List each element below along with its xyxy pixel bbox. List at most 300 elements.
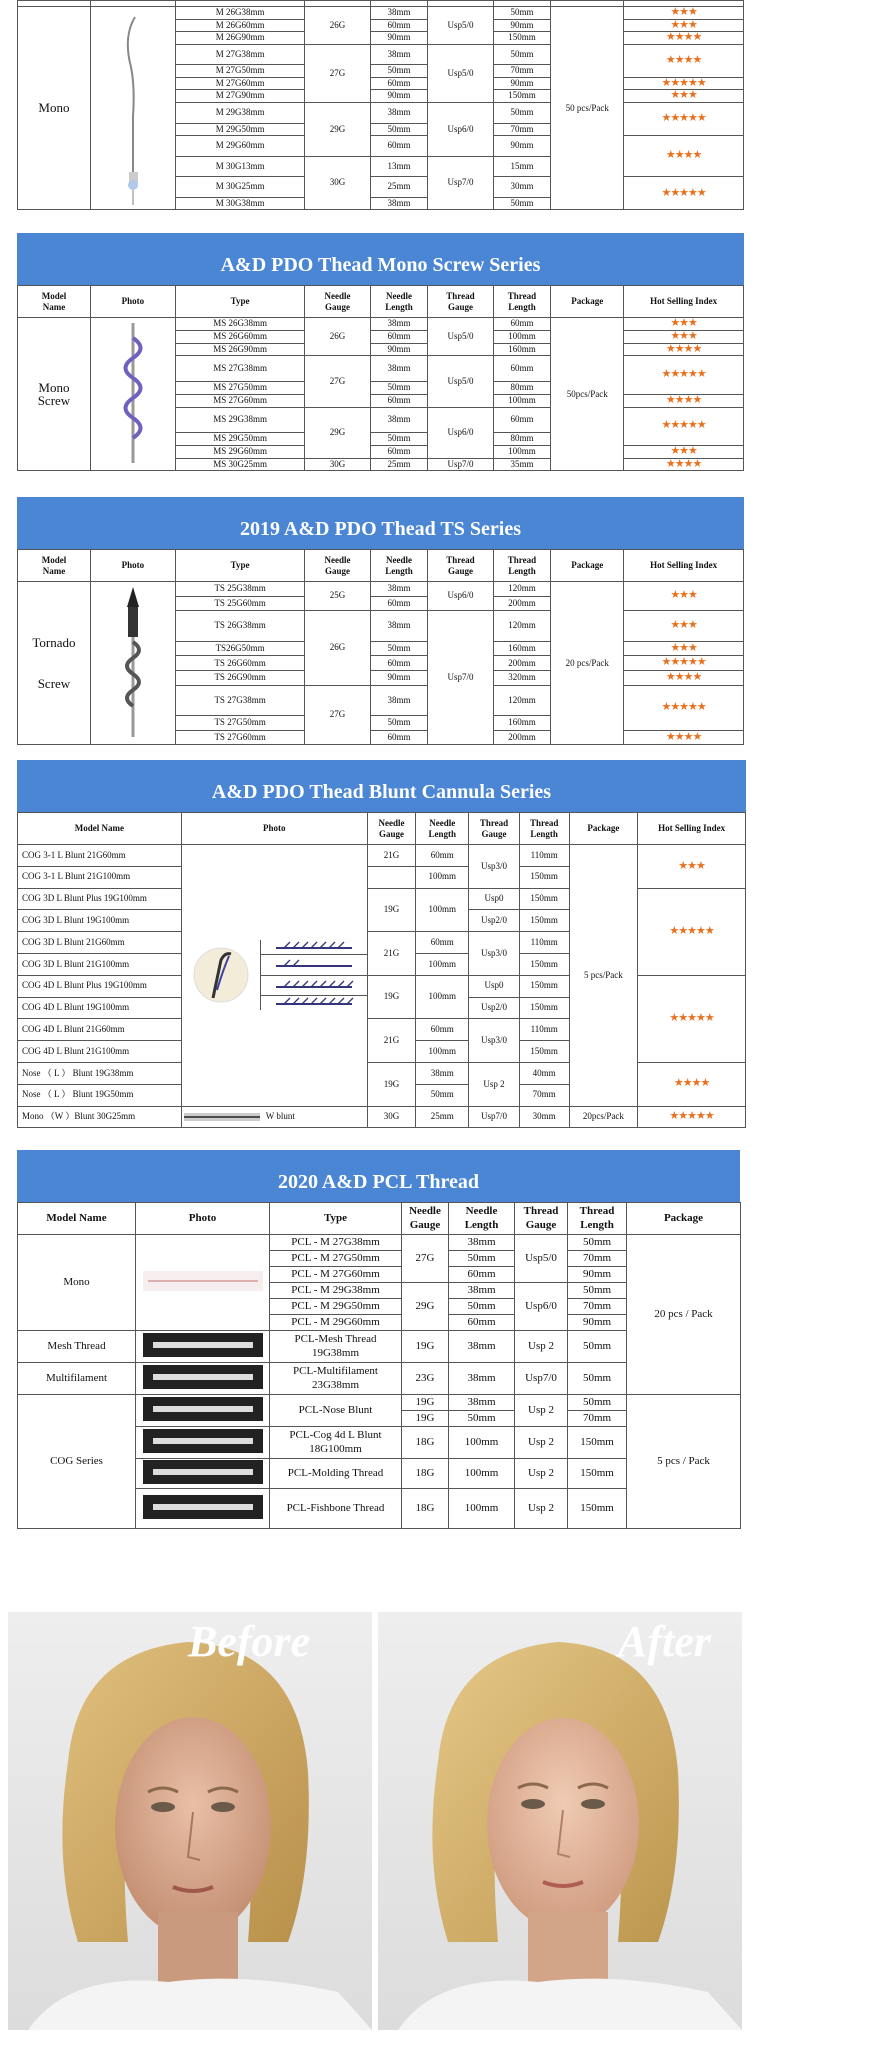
package-cell: 5 pcs/Pack [569,845,638,1107]
needle-gauge-cell: 29G [305,102,370,156]
thread-gauge-cell: Usp5/0 [515,1235,568,1283]
col-photo: Photo [181,813,367,845]
thread-length-cell: 150mm [493,90,551,103]
star-rating: ★★★★★ [624,685,744,730]
needle-length-cell: 38mm [370,685,428,715]
needle-gauge-cell [367,866,416,888]
thread-length-cell: 80mm [493,433,551,446]
col-photo: Photo [90,286,175,318]
needle-gauge-cell: 27G [305,44,370,102]
thread-length-cell: 60mm [493,318,551,331]
type-cell: PCL - M 27G50mm [270,1251,402,1267]
w-blunt-label: W blunt [265,1111,295,1122]
photo-cell [136,1489,270,1529]
needle-gauge-cell: 21G [367,845,416,867]
needle-length-cell: 60mm [370,136,428,157]
model-name-cell [18,582,91,745]
col-package: Package [627,1203,741,1235]
thread-length-cell: 30mm [519,1106,569,1128]
type-cell: MS 26G38mm [175,318,305,331]
thread-length-cell: 110mm [519,845,569,867]
thread-length-cell: 160mm [493,343,551,356]
col-photo: Photo [136,1203,270,1235]
thread-length-cell: 60mm [493,356,551,382]
thread-length-cell: 30mm [493,177,551,198]
thread-length-cell: 110mm [519,1019,569,1041]
type-cell: PCL-Molding Thread [270,1459,402,1489]
blunt-block [17,760,746,1128]
needle-gauge-cell: 27G [305,356,370,407]
type-cell: TS 26G90mm [175,671,305,686]
needle-gauge-cell: 23G [402,1363,449,1395]
thread-length-cell: 150mm [568,1427,627,1459]
thread-gauge-cell: Usp7/0 [469,1106,520,1128]
screw-block [17,233,744,471]
thread-length-cell: 70mm [568,1411,627,1427]
star-rating: ★★★★ [624,343,744,356]
thread-length-cell: 150mm [519,888,569,910]
needle-length-cell: 60mm [370,77,428,90]
needle-length-cell: 50mm [416,1084,469,1106]
needle-length-cell: 60mm [370,656,428,671]
thread-length-cell: 35mm [493,458,551,471]
col-package: Package [551,550,624,582]
thread-length-cell: 70mm [568,1299,627,1315]
star-rating: ★★★★ [624,730,744,745]
table-row [18,845,746,867]
needle-gauge-cell: 26G [305,7,370,45]
thread-gauge-cell: Usp 2 [515,1331,568,1363]
model-name-cell: Nose （ L ） Blunt 19G38mm [18,1062,182,1084]
type-cell: MS 26G90mm [175,343,305,356]
photo-cell [136,1363,270,1395]
star-rating: ★★★ [624,19,744,32]
needle-length-cell: 38mm [370,582,428,597]
star-rating: ★★★★★ [638,888,746,975]
thread-length-cell: 50mm [493,102,551,123]
woman-face-illustration [378,1612,742,2030]
pcl-title: 2020 A&D PCL Thread [17,1150,740,1202]
needle-gauge-cell: 30G [305,458,370,471]
tornado-needle-icon [113,582,153,742]
thread-gauge-cell: Usp 2 [515,1489,568,1529]
thread-gauge-cell: Usp 2 [515,1427,568,1459]
needle-length-cell: 60mm [449,1315,515,1331]
needle-length-cell: 90mm [370,671,428,686]
needle-length-cell: 90mm [370,90,428,103]
screw-table [17,285,744,471]
thread-length-cell: 150mm [519,910,569,932]
type-cell: MS 29G38mm [175,407,305,433]
thread-length-cell: 50mm [568,1283,627,1299]
thread-gauge-cell: Usp6/0 [428,407,493,458]
model-name-cell: Multifilament [18,1363,136,1395]
thread-gauge-cell: Usp0 [469,975,520,997]
type-cell: M 29G38mm [175,102,305,123]
star-rating: ★★★ [624,330,744,343]
col-needle-length: Needle Length [449,1203,515,1235]
star-rating: ★★★★ [638,1062,746,1106]
needle-gauge-cell: 21G [367,932,416,976]
needle-length-cell: 60mm [370,445,428,458]
needle-length-cell: 38mm [416,1062,469,1084]
thread-length-cell: 70mm [519,1084,569,1106]
type-cell: MS 27G38mm [175,356,305,382]
type-cell: MS 26G60mm [175,330,305,343]
thread-length-cell: 90mm [568,1267,627,1283]
model-name-cell: COG 4D L Blunt 21G100mm [18,1041,182,1063]
cannula-icon [191,940,251,1010]
package-cell: 20pcs/Pack [569,1106,638,1128]
thread-length-cell: 120mm [493,685,551,715]
thread-length-cell: 150mm [519,1041,569,1063]
type-cell: M 30G25mm [175,177,305,198]
screw-title: A&D PDO Thead Mono Screw Series [17,233,744,285]
photo-cell [136,1427,270,1459]
star-rating: ★★★★ [624,671,744,686]
model-name-cell: COG 4D L Blunt 21G60mm [18,1019,182,1041]
star-rating: ★★★★★ [624,407,744,445]
needle-gauge-cell: 19G [402,1395,449,1411]
col-needle-gauge: Needle Gauge [402,1203,449,1235]
photo-cell [181,845,367,1107]
thread-length-cell: 50mm [568,1363,627,1395]
needle-length-cell: 90mm [370,343,428,356]
thread-length-cell: 200mm [493,656,551,671]
model-name-cell: COG 3D L Blunt 21G60mm [18,932,182,954]
needle-gauge-cell: 30G [367,1106,416,1128]
model-name-cell: Mesh Thread [18,1331,136,1363]
thread-length-cell: 40mm [519,1062,569,1084]
star-rating: ★★★★★ [624,656,744,671]
star-rating: ★★★ [624,318,744,331]
type-cell: PCL-Mesh Thread 19G38mm [270,1331,402,1363]
table-row [18,582,744,597]
col-type: Type [175,286,305,318]
model-name: Tornado [32,634,76,650]
model-name-cell: COG 3-1 L Blunt 21G100mm [18,866,182,888]
woman-face-illustration [8,1612,372,2030]
needle-gauge-cell: 25G [305,582,370,611]
col-needle-length: Needle Length [370,286,428,318]
thread-gauge-cell: Usp5/0 [428,356,493,407]
type-cell: TS26G50mm [175,641,305,656]
star-rating: ★★★ [624,582,744,611]
type-cell: TS 26G38mm [175,611,305,641]
needle-length-cell: 60mm [370,596,428,611]
ts-block [17,497,744,745]
col-thread-length: Thread Length [493,550,551,582]
w-blunt-icon [182,1109,262,1125]
type-cell: M 26G60mm [175,19,305,32]
col-model: Model Name [18,286,91,318]
thread-length-cell: 150mm [568,1489,627,1529]
type-cell: MS 29G50mm [175,433,305,446]
type-cell: M 30G38mm [175,197,305,210]
thread-length-cell: 50mm [568,1395,627,1411]
needle-length-cell: 60mm [370,394,428,407]
after-label: After [618,1617,711,1666]
needle-gauge-cell: 19G [367,888,416,932]
star-rating: ★★★★★ [624,356,744,394]
needle-length-cell: 50mm [370,716,428,731]
table-row [18,1395,741,1411]
needle-length-cell: 25mm [370,458,428,471]
needle-length-cell: 38mm [449,1395,515,1411]
model-name-cell: COG 3D L Blunt Plus 19G100mm [18,888,182,910]
thread-length-cell: 150mm [519,866,569,888]
needle-length-cell: 50mm [370,65,428,78]
needle-length-cell: 38mm [449,1235,515,1251]
photo-cell [136,1395,270,1427]
col-type: Type [175,550,305,582]
thread-gauge-cell: Usp 2 [469,1062,520,1106]
thread-gauge-cell: Usp0 [469,888,520,910]
type-cell: M 26G90mm [175,32,305,45]
needle-length-cell: 38mm [449,1363,515,1395]
thread-length-cell: 50mm [568,1235,627,1251]
photo-cell [136,1235,270,1331]
type-cell: M 30G13mm [175,156,305,177]
thread-gauge-cell: Usp3/0 [469,1019,520,1063]
package-cell: 5 pcs / Pack [627,1395,741,1529]
col-model-name: Model Name [18,1203,136,1235]
needle-length-cell: 50mm [449,1299,515,1315]
model-name-cell: COG 3D L Blunt 21G100mm [18,953,182,975]
star-rating: ★★★ [624,641,744,656]
type-cell: PCL-Cog 4d L Blunt 18G100mm [270,1427,402,1459]
needle-gauge-cell: 26G [305,611,370,685]
needle-length-cell: 38mm [370,407,428,433]
photo-cell [90,318,175,471]
type-cell: TS 25G38mm [175,582,305,597]
model-name-cell: COG Series [18,1395,136,1529]
type-cell: TS 26G60mm [175,656,305,671]
star-rating: ★★★★ [624,44,744,77]
model-name: Mono Screw [37,379,71,409]
col-needle-gauge: Needle Gauge [305,550,370,582]
needle-length-cell: 38mm [370,7,428,20]
needle-length-cell: 38mm [370,44,428,65]
col-model: Model Name [18,550,91,582]
type-cell: M 27G38mm [175,44,305,65]
blunt-table [17,812,746,1128]
needle-length-cell: 60mm [416,845,469,867]
star-rating: ★★★ [624,90,744,103]
thread-gauge-cell: Usp 2 [515,1395,568,1427]
thread-gauge-cell: Usp 2 [515,1459,568,1489]
col-model-name: Model Name [18,813,182,845]
fishbone-thread-icon [143,1495,263,1519]
thread-length-cell: 150mm [519,975,569,997]
nose-blunt-icon [143,1397,263,1421]
star-rating: ★★★★★ [638,1106,746,1128]
type-cell: MS 30G25mm [175,458,305,471]
thread-gauge-cell: Usp5/0 [428,318,493,356]
cog-4d-icon [143,1429,263,1453]
package-cell: 50 pcs/Pack [551,7,624,210]
type-cell: PCL - M 29G60mm [270,1315,402,1331]
needle-length-cell: 50mm [370,381,428,394]
needle-length-cell: 13mm [370,156,428,177]
col-package: Package [569,813,638,845]
molding-thread-icon [143,1460,263,1484]
blunt-title: A&D PDO Thead Blunt Cannula Series [17,760,746,812]
needle-length-cell: 60mm [370,330,428,343]
thread-icon [274,958,354,972]
thread-gauge-cell: Usp7/0 [428,458,493,471]
needle-gauge-cell: 18G [402,1459,449,1489]
thread-length-cell: 120mm [493,611,551,641]
col-thread-length: Thread Length [493,286,551,318]
needle-length-cell: 38mm [449,1283,515,1299]
thread-length-cell: 150mm [568,1459,627,1489]
needle-length-cell: 38mm [370,102,428,123]
star-rating: ★★★ [624,611,744,641]
needle-length-cell: 50mm [370,123,428,136]
mono-thread-icon [143,1271,263,1291]
table-row [18,7,744,20]
photo-cell [90,582,175,745]
needle-gauge-cell: 30G [305,156,370,210]
multifilament-icon [143,1365,263,1389]
type-cell: PCL-Fishbone Thread [270,1489,402,1529]
thread-length-cell: 160mm [493,716,551,731]
type-cell: M 27G90mm [175,90,305,103]
thread-length-cell: 50mm [493,197,551,210]
needle-length-cell: 50mm [370,433,428,446]
needle-length-cell: 60mm [370,730,428,745]
star-rating: ★★★★ [624,136,744,177]
type-cell: M 29G60mm [175,136,305,157]
thread-gauge-cell: Usp2/0 [469,910,520,932]
needle-length-cell: 60mm [449,1267,515,1283]
needle-gauge-cell: 19G [402,1411,449,1427]
pcl-block [17,1150,740,1529]
photo-cell [136,1459,270,1489]
table-row [18,318,744,331]
type-cell: M 29G50mm [175,123,305,136]
needle-length-cell: 38mm [370,356,428,382]
thread-length-cell: 70mm [493,65,551,78]
needle-gauge-cell: 27G [402,1235,449,1283]
thread-length-cell: 90mm [568,1315,627,1331]
package-cell: 20 pcs / Pack [627,1235,741,1395]
col-hot: Hot Selling Index [624,550,744,582]
thread-gauge-cell: Usp5/0 [428,7,493,45]
type-cell: PCL - M 29G50mm [270,1299,402,1315]
needle-length-cell: 38mm [370,318,428,331]
thread-gauge-cell: Usp7/0 [515,1363,568,1395]
thread-length-cell: 160mm [493,641,551,656]
star-rating: ★★★★★ [624,102,744,135]
thread-length-cell: 120mm [493,582,551,597]
needle-length-cell: 25mm [370,177,428,198]
thread-gauge-cell: Usp6/0 [515,1283,568,1331]
needle-length-cell: 100mm [416,866,469,888]
model-name-cell: COG 4D L Blunt Plus 19G100mm [18,975,182,997]
model-name-cell: Nose （ L ） Blunt 19G50mm [18,1084,182,1106]
photo-cell [90,7,175,210]
thread-length-cell: 90mm [493,19,551,32]
needle-gauge-cell: 18G [402,1489,449,1529]
needle-length-cell: 100mm [449,1459,515,1489]
needle-length-cell: 25mm [416,1106,469,1128]
thread-gauge-cell: Usp6/0 [428,102,493,156]
needle-length-cell: 60mm [416,932,469,954]
before-label: Before [188,1617,311,1666]
type-cell: M 26G38mm [175,7,305,20]
thread-gauge-cell: Usp6/0 [428,582,493,611]
needle-gauge-cell: 19G [367,975,416,1019]
needle-gauge-cell: 18G [402,1427,449,1459]
col-needle-length: Needle Length [370,550,428,582]
thread-length-cell: 200mm [493,730,551,745]
thread-length-cell: 110mm [519,932,569,954]
star-rating: ★★★★ [624,32,744,45]
col-thread-gauge: Thread Gauge [428,550,493,582]
thread-length-cell: 150mm [519,953,569,975]
package-cell: 20 pcs/Pack [551,582,624,745]
thread-gauge-cell: Usp7/0 [428,156,493,210]
star-rating: ★★★★★ [624,77,744,90]
col-needle-length: Needle Length [416,813,469,845]
type-cell: PCL-Nose Blunt [270,1395,402,1427]
mono-table [17,0,744,210]
star-rating: ★★★ [638,845,746,889]
thread-length-cell: 150mm [493,32,551,45]
type-cell: TS 27G38mm [175,685,305,715]
model-name-cell: COG 3D L Blunt 19G100mm [18,910,182,932]
type-cell: MS 27G50mm [175,381,305,394]
thread-gauge-cell: Usp3/0 [469,932,520,976]
type-cell: M 27G50mm [175,65,305,78]
thread-length-cell: 50mm [493,44,551,65]
needle-gauge-cell: 19G [402,1331,449,1363]
model-name-cell: Mono （W ）Blunt 30G25mm [18,1106,182,1128]
package-cell: 50pcs/Pack [551,318,624,471]
needle-length-cell: 38mm [449,1331,515,1363]
col-thread-gauge: Thread Gauge [515,1203,568,1235]
needle-length-cell: 60mm [416,1019,469,1041]
model-name-cell [18,7,91,210]
thread-length-cell: 50mm [568,1331,627,1363]
thread-icon [274,979,354,993]
thread-gauge-cell: Usp5/0 [428,44,493,102]
star-rating: ★★★★★ [638,975,746,1062]
type-cell: M 27G60mm [175,77,305,90]
star-rating: ★★★ [624,445,744,458]
type-cell: MS 29G60mm [175,445,305,458]
ts-table [17,549,744,745]
thread-length-cell: 100mm [493,394,551,407]
col-hot: Hot Selling Index [638,813,746,845]
needle-gauge-cell: 19G [367,1062,416,1106]
needle-gauge-cell: 29G [402,1283,449,1331]
table-row [18,1106,746,1128]
star-rating: ★★★★ [624,394,744,407]
ts-title: 2019 A&D PDO Thead TS Series [17,497,744,549]
col-thread-length: Thread Length [568,1203,627,1235]
thread-length-cell: 80mm [493,381,551,394]
needle-gauge-cell: 29G [305,407,370,458]
thread-length-cell: 90mm [493,136,551,157]
photo-cell [181,1106,367,1128]
thread-gauge-cell: Usp7/0 [428,611,493,745]
type-cell: PCL - M 27G60mm [270,1267,402,1283]
needle-length-cell: 38mm [370,197,428,210]
type-cell: TS 27G60mm [175,730,305,745]
